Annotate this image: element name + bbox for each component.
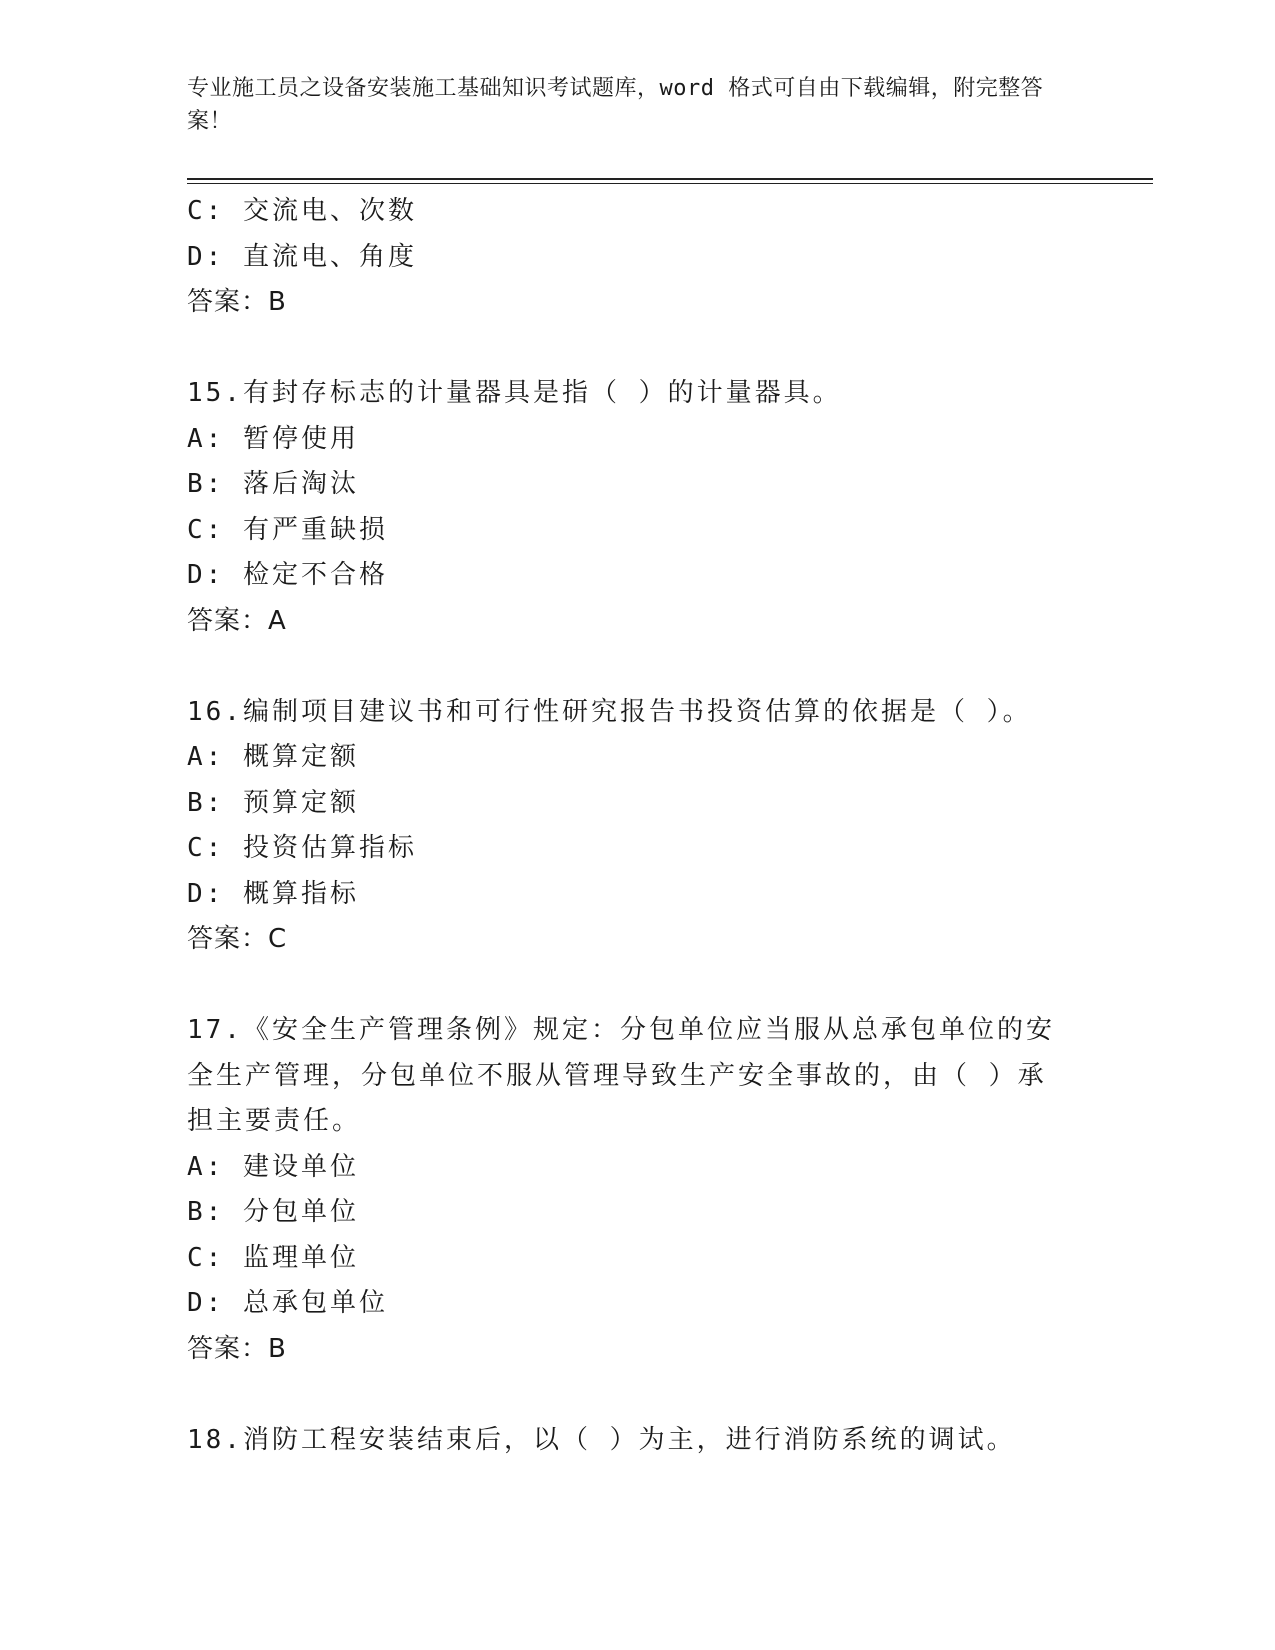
page-header: 专业施工员之设备安装施工基础知识考试题库，word 格式可自由下载编辑，附完整答案！ [187, 76, 1044, 134]
header-rule-thick [187, 178, 1153, 180]
option-d: D: 概算指标 [187, 878, 359, 909]
question-18 [187, 1418, 1087, 1464]
answer: 答案：B [187, 1333, 287, 1364]
question-15 [187, 371, 1087, 644]
spacer [187, 644, 1087, 690]
question-text: 17.《安全生产管理条例》规定：分包单位应当服从总承包单位的安全生产管理，分包单位不服从管理导致生产安全事故的，由（ ）承担主要责任。 [187, 1015, 1055, 1136]
option-d: D: 检定不合格 [187, 560, 388, 590]
option-c: C: 交流电、次数 [187, 196, 417, 226]
spacer [187, 1372, 1087, 1418]
answer: 答案：B [187, 287, 287, 317]
question-text: 18.消防工程安装结束后，以（ ）为主，进行消防系统的调试。 [187, 1424, 1016, 1455]
header-rule-thin [187, 183, 1153, 184]
option-c: C: 投资估算指标 [187, 833, 417, 863]
option-b: B: 预算定额 [187, 787, 359, 818]
option-d: D: 直流电、角度 [187, 241, 417, 272]
question-text: 15.有封存标志的计量器具是指（ ）的计量器具。 [187, 378, 842, 408]
question-text: 16.编制项目建议书和可行性研究报告书投资估算的依据是（ ）。 [187, 696, 1032, 727]
spacer [187, 326, 1087, 372]
option-c: C: 监理单位 [187, 1242, 359, 1273]
option-b: B: 落后淘汰 [187, 469, 359, 499]
option-a: A: 概算定额 [187, 742, 359, 772]
option-d: D: 总承包单位 [187, 1288, 388, 1318]
question-17 [187, 1008, 1087, 1372]
question-content [187, 189, 1087, 1463]
question-16 [187, 690, 1087, 963]
answer: 答案：C [187, 924, 288, 954]
spacer [187, 963, 1087, 1009]
option-c: C: 有严重缺损 [187, 514, 388, 545]
option-b: B: 分包单位 [187, 1197, 359, 1227]
option-a: A: 暂停使用 [187, 423, 359, 454]
answer: 答案：A [187, 605, 287, 636]
option-a: A: 建设单位 [187, 1151, 359, 1182]
